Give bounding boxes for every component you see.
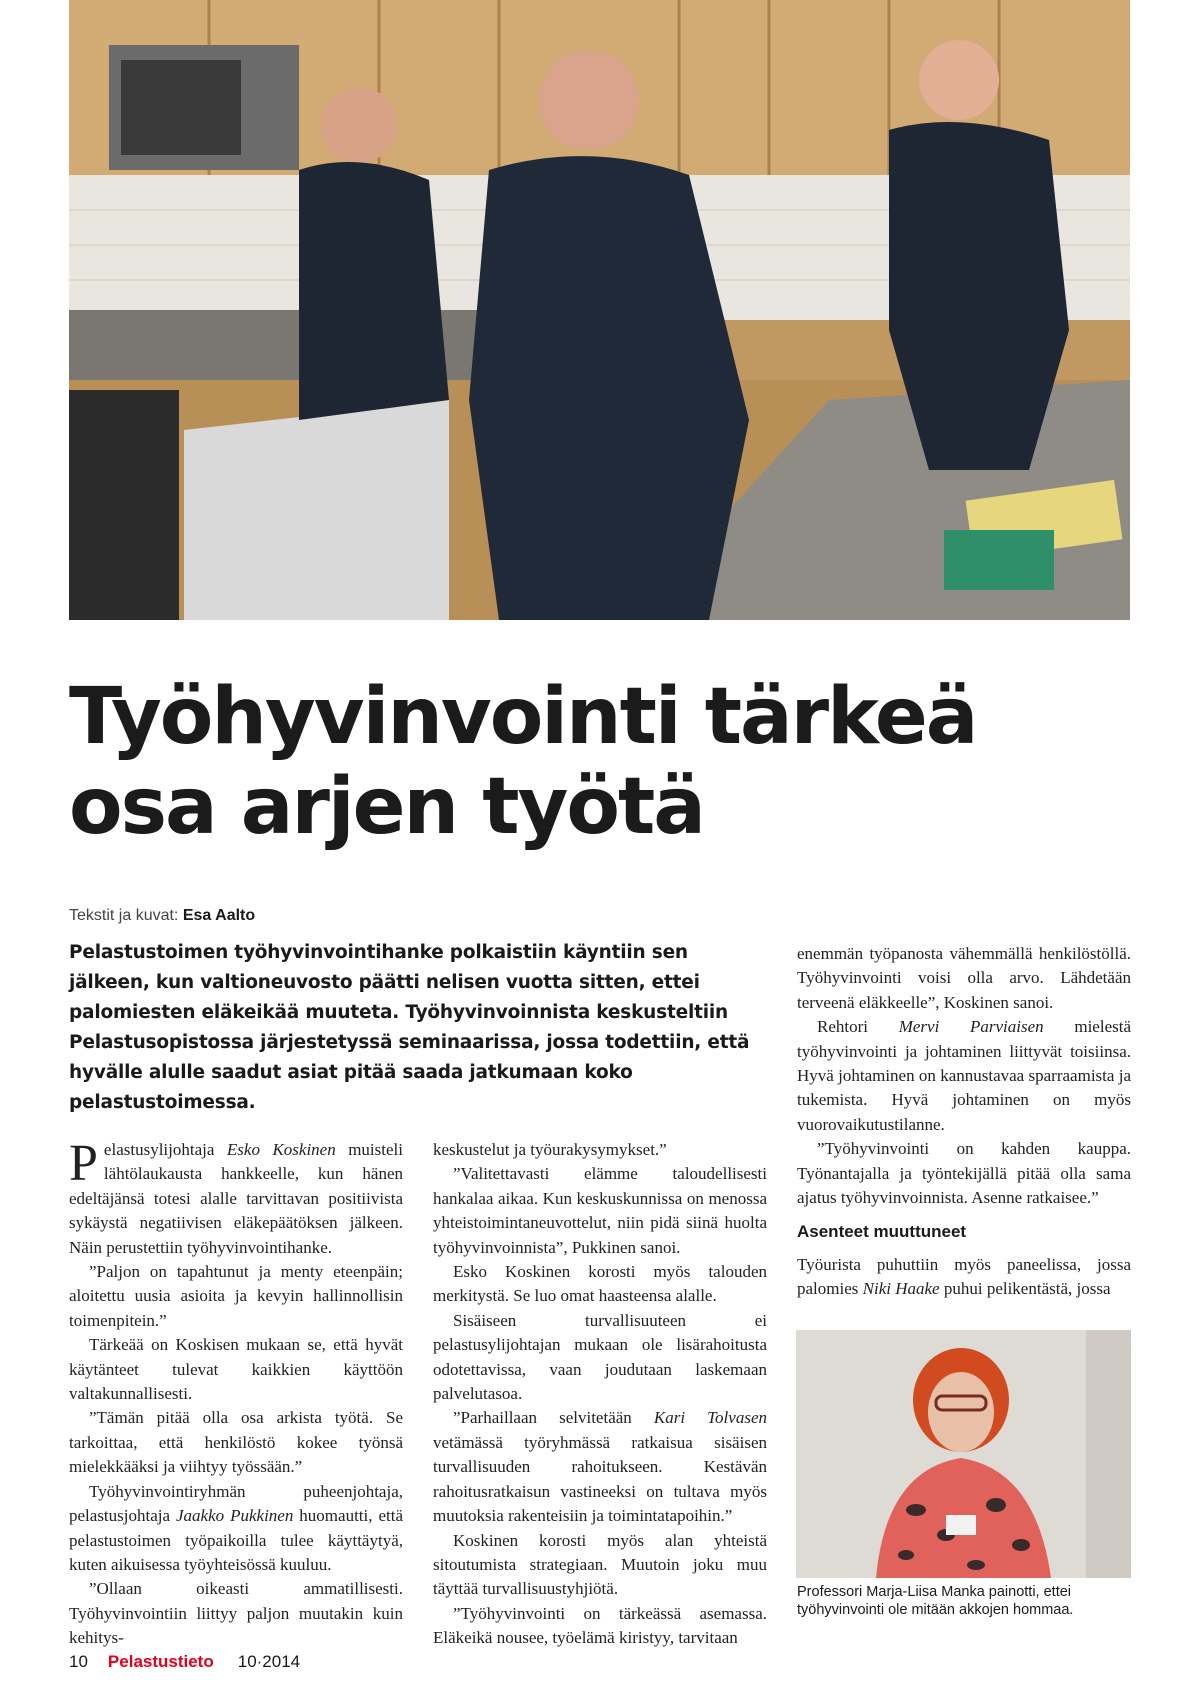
text-run: Työurista puhuttiin myös paneelissa, jossa palomies — [797, 1254, 1131, 1299]
paragraph — [797, 1015, 1131, 1137]
text-run: puhui pelikentästä, jossa — [939, 1279, 1111, 1299]
paragraph: ”Valitettavasti elämme taloudellisesti hankalaa aikaa. Kun keskuskunnissa on menossa yhteistoimintaneuvottelut, niin pidä siinä huolta työhyvinvoinnista”, Pukkinen sanoi. — [433, 1164, 767, 1257]
headline-line-2: osa arjen työtä — [69, 762, 704, 852]
text-run: vetämässä työryhmässä ratkaisua sisäisen turvallisuuden rahoitukseen. Kestävän rahoitusratkaisun vastineeksi on tultava myös muutoksia rakenteisiin ja toimintatapoihin.” — [433, 1432, 767, 1526]
paragraph: keskustelut ja työurakysymykset.” — [433, 1140, 667, 1159]
paragraph: ”Työhyvinvointi on kahden kauppa. Työnantajalla ja työntekijällä pitää olla sama ajatus työhyvinvoinnista. Asenne ratkaisee.” — [797, 1139, 1131, 1208]
byline-prefix: Tekstit ja kuvat: — [69, 907, 179, 924]
paragraph — [433, 1406, 767, 1528]
text-run: huomautti, että pelastustoimen työpaikoilla tulee käyttäytyä, kuten aikuisessa työyhteisössä kuuluu. — [69, 1506, 403, 1574]
text-run: elastusylijohtaja — [103, 1140, 227, 1159]
person-name: Jaakko Pukkinen — [176, 1506, 294, 1526]
drop-cap: P — [69, 1135, 98, 1192]
person-name: Esko Koskinen — [226, 1140, 336, 1159]
byline — [69, 907, 255, 925]
subheading: Asenteet muuttuneet — [797, 1222, 967, 1242]
paragraph: Esko Koskinen korosti myös talouden merkitystä. Se luo omat haasteensa alalle. — [433, 1262, 767, 1306]
paragraph — [797, 1253, 1131, 1302]
text-run: Rehtori — [817, 1017, 899, 1037]
paragraph: Koskinen korosti myös alan yhteistä sitoutumista strategiaan. Muutoin joku muu täyttää turvallisuustyhjiötä. — [433, 1530, 767, 1599]
text-run: ”Parhaillaan selvitetään — [453, 1408, 654, 1428]
photo-caption: Professori Marja-Liisa Manka painotti, ettei työhyvinvointi ole mitään akkojen hommaa. — [797, 1584, 1074, 1618]
page-number: 10 — [69, 1652, 88, 1671]
paragraph: Tärkeää on Koskisen mukaan se, että hyvät käytänteet tulevat kaikkien käyttöön valtakunnallisesti. — [69, 1335, 403, 1404]
body-column-2 — [433, 1138, 767, 1651]
speaker-photo — [796, 1330, 1131, 1578]
paragraph: ”Ollaan oikeasti ammatillisesti. Työhyvinvointiin liittyy paljon muutakin kuin kehitys- — [69, 1579, 403, 1648]
person-name: Mervi Parviaisen — [898, 1017, 1044, 1037]
text-run: Työhyvinvointiryhmän puheenjohtaja, pelastusjohtaja — [69, 1481, 403, 1526]
magazine-name: Pelastustieto — [107, 1652, 214, 1671]
page-footer — [69, 1652, 300, 1672]
lead-paragraph: Pelastustoimen työhyvinvointihanke polkaistiin käyntiin sen jälkeen, kun valtioneuvosto päätti nelisen vuotta sitten, ettei palomiesten eläkeikää muuteta. Työhyvinvoinnista keskusteltiin Pelastusopistossa järjestetyssä seminaarissa, jossa todettiin, että hyvälle alulle saadut asiat pitää saada jatkumaan koko pelastustoimessa. — [69, 942, 750, 1113]
person-name: Niki Haake — [862, 1279, 940, 1299]
body-column-3 — [797, 942, 1131, 1302]
paragraph — [69, 1480, 403, 1578]
text-run: muisteli lähtölaukausta hankkeelle, kun hänen edeltäjänsä totesi alalle tarvittavan positiivista sykäystä negatiivisen eläkepäätöksen jälkeen. Näin perustettiin työhyvinvointihanke. — [69, 1140, 403, 1257]
paragraph: Sisäiseen turvallisuuteen ei pelastusylijohtajan mukaan ole lisärahoitusta odotettavissa, vaan joudutaan laskemaan palvelutasoa. — [433, 1310, 767, 1404]
header-photo — [69, 0, 1130, 620]
paragraph: ”Paljon on tapahtunut ja menty eteenpäin; aloitettu uusia asioita ja kevyin hallinnollisin toimenpitein.” — [69, 1262, 403, 1330]
issue-number: 10·2014 — [237, 1652, 301, 1671]
paragraph: ”Tämän pitää olla osa arkista työtä. Se tarkoittaa, että henkilöstö kokee työnsä mielekkääksi ja viihtyy työssään.” — [69, 1408, 403, 1477]
paragraph — [69, 1135, 403, 1260]
body-column-1 — [69, 1135, 403, 1651]
text-run: mielestä työhyvinvointi ja johtaminen liittyvät toisiinsa. Hyvä johtaminen on kannustavaa sparraamista ja tukemista. Hyvä johtaminen on myös vuorovaikutustilanne. — [797, 1017, 1131, 1134]
byline-author: Esa Aalto — [182, 907, 256, 924]
paragraph: ”Työhyvinvointi on tärkeässä asemassa. Eläkeikä nousee, työelämä kiristyy, tarvitaan — [433, 1603, 767, 1648]
article-headline — [69, 672, 1129, 852]
person-name: Kari Tolvasen — [653, 1408, 767, 1428]
headline-line-1: Työhyvinvointi tärkeä — [69, 672, 977, 762]
paragraph: enemmän työpanosta vähemmällä henkilöstöllä. Työhyvinvointi voisi olla arvo. Lähdetään terveenä eläkkeelle”, Koskinen sanoi. — [797, 944, 1131, 1012]
